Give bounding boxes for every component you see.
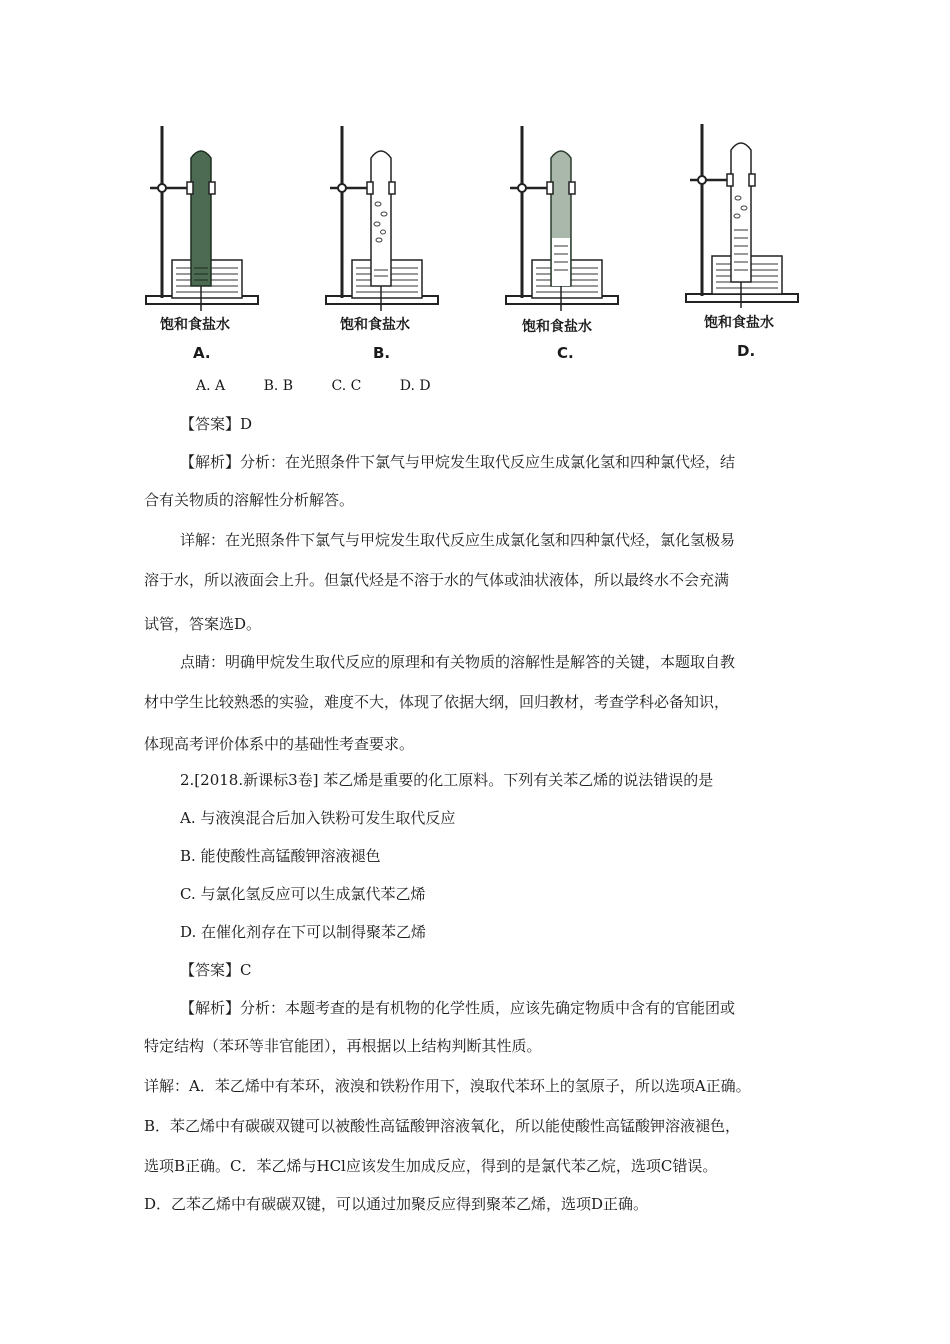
q2-detail-line-4: D．乙苯乙烯中有碳碳双键，可以通过加聚反应得到聚苯乙烯，选项D正确。 [144,1195,649,1213]
apparatus-d [680,118,830,368]
q2-option-a: A. 与液溴混合后加入铁粉可发生取代反应 [180,809,456,827]
q1-choices [196,378,465,394]
q1-choice-c: C. C [331,378,362,394]
apparatus-a [140,118,290,368]
q2-detail-line-2: B．苯乙烯中有碳碳双键可以被酸性高锰酸钾溶液氧化，所以能使酸性高锰酸钾溶液褪色， [144,1117,741,1135]
q2-stem: 2.[2018.新课标3卷] 苯乙烯是重要的化工原料。下列有关苯乙烯的说法错误的是 [180,771,714,789]
q1-detail-line-1: 详解：在光照条件下氯气与甲烷发生取代反应生成氯化氢和四种氯代烃，氯化氢极易 [180,531,736,549]
q2-detail-line-3: 选项B正确。C．苯乙烯与HCl应该发生加成反应，得到的是氯代苯乙烷，选项C错误。 [144,1157,718,1175]
q1-answer: 【答案】D [180,415,253,433]
apparatus-c-caption: 饱和食盐水 [522,319,592,335]
q2-analysis-line-2: 特定结构（苯环等非官能团），再根据以上结构判断其性质。 [144,1037,542,1055]
q2-option-c: C. 与氯化氢反应可以生成氯代苯乙烯 [180,885,426,903]
apparatus-a-letter: A. [193,344,211,362]
q1-choice-a: A. A [196,378,226,394]
q2-option-b: B. 能使酸性高锰酸钾溶液褪色 [180,847,381,865]
apparatus-a-drawing [140,118,290,313]
apparatus-d-drawing [680,118,830,313]
q2-analysis-line-1: 【解析】分析：本题考查的是有机物的化学性质，应该先确定物质中含有的官能团或 [180,999,736,1017]
q1-choice-b: B. B [263,378,294,394]
q2-option-d: D. 在催化剂存在下可以制得聚苯乙烯 [180,923,427,941]
q1-choice-d: D. D [399,378,431,394]
q1-analysis-line-2: 合有关物质的溶解性分析解答。 [144,491,355,509]
apparatus-c-drawing [500,118,650,313]
q1-comment-line-1: 点睛：明确甲烷发生取代反应的原理和有关物质的溶解性是解答的关键，本题取自教 [180,653,736,671]
q1-comment-line-2: 材中学生比较熟悉的实验，难度不大，体现了依据大纲，回归教材，考查学科必备知识， [144,693,730,711]
apparatus-a-caption: 饱和食盐水 [160,317,230,333]
apparatus-b [320,118,470,368]
q1-detail-line-3: 试管，答案选D。 [144,615,262,633]
apparatus-b-drawing [320,118,470,313]
q1-comment-line-3: 体现高考评价体系中的基础性考查要求。 [144,735,415,753]
apparatus-d-caption: 饱和食盐水 [704,315,774,331]
apparatus-b-caption: 饱和食盐水 [340,317,410,333]
apparatus-c [500,118,650,368]
apparatus-figure [140,118,820,368]
apparatus-d-letter: D. [737,342,756,360]
q1-analysis-line-1: 【解析】分析：在光照条件下氯气与甲烷发生取代反应生成氯化氢和四种氯代烃，结 [180,453,736,471]
q2-answer: 【答案】C [180,961,252,979]
apparatus-c-letter: C. [557,344,574,362]
q1-detail-line-2: 溶于水，所以液面会上升。但氯代烃是不溶于水的气体或油状液体，所以最终水不会充满 [144,571,730,589]
q2-detail-line-1: 详解：A．苯乙烯中有苯环，液溴和铁粉作用下，溴取代苯环上的氢原子，所以选项A正确。 [144,1077,751,1095]
apparatus-b-letter: B. [373,344,391,362]
